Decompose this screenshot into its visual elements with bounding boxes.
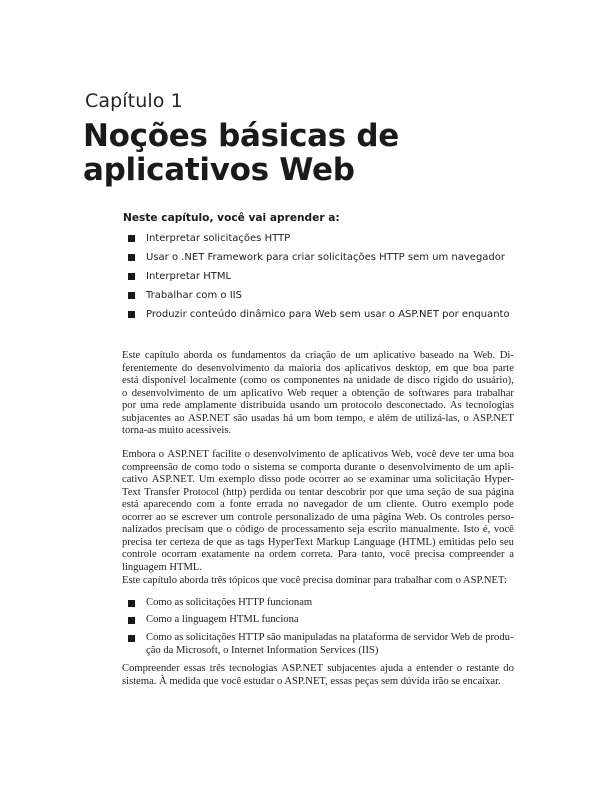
text-line: por uma rede amplamente distribuída usando um protocolo desconectado. As tecnologias [122, 400, 514, 412]
text-line: nalizados precisam que o código de processamento seja escrito manualmente. Isto é, você [122, 524, 514, 536]
list-item [128, 597, 312, 610]
topics-list-item [128, 597, 312, 610]
square-bullet-icon [128, 617, 135, 624]
list-item-text: Interpretar solicitações HTTP [146, 233, 291, 244]
list-item-continuation [128, 645, 513, 658]
list-item-text: Como as solicitações HTTP funcionam [146, 597, 313, 608]
list-item [128, 614, 299, 627]
text-line: compreensão de como todo o sistema se comporta durante o desenvolvimento de um apli- [122, 461, 514, 473]
text-line: está disponível localmente (como os componentes na unidade de disco rígido do usuário), [122, 375, 514, 387]
list-item-text: Usar o .NET Framework para criar solicitações HTTP sem um navegador [146, 252, 506, 263]
list-item-text: Trabalhar com o IIS [146, 290, 242, 301]
list-item [128, 632, 513, 645]
list-item-text: Interpretar HTML [146, 271, 232, 282]
list-item [128, 232, 510, 251]
text-line: ocorrer ao se escrever um controle personalizado de uma página Web. Os controles perso- [122, 511, 514, 523]
text-line: Este capítulo aborda três tópicos que você precisa dominar para trabalhar com o ASP.NET: [122, 575, 507, 586]
square-bullet-icon [128, 635, 135, 642]
paragraph-topics-intro [122, 575, 514, 588]
text-line: Compreender essas três tecnologias ASP.NET subjacentes ajuda a entender o restante do [122, 663, 514, 674]
paragraph-closing [122, 663, 514, 688]
topics-list-item [128, 632, 513, 657]
text-line: subjacentes ao ASP.NET são usadas há um bom tempo, e além de utilizá-las, o ASP.NET [122, 412, 514, 424]
chapter-label: Capítulo 1 [85, 90, 183, 112]
chapter-title [83, 119, 563, 187]
learn-list [128, 232, 510, 327]
square-bullet-icon [128, 311, 135, 318]
paragraph-intro [122, 350, 514, 438]
text-line: torna-as muito acessíveis. [122, 425, 232, 437]
list-item-text: Como as solicitações HTTP são manipuladas na plataforma de servidor Web de produ- [146, 632, 514, 643]
list-item [128, 308, 510, 327]
square-bullet-icon [128, 273, 135, 280]
text-line: linguagem HTML. [122, 561, 203, 573]
paragraph-aspnet [122, 449, 514, 574]
list-item [128, 289, 510, 308]
text-line: sistema. À medida que você estudar o ASP.NET, essas peças sem dúvida irão se encaixar. [122, 675, 501, 687]
list-item [128, 270, 510, 289]
text-line: está aparecendo com a fonte errada no navegador de um cliente. Outro exemplo pode [122, 499, 514, 511]
text-line: ferentemente do desenvolvimento da maioria dos aplicativos desktop, em que boa parte [122, 362, 514, 374]
text-line: o desenvolvimento de um aplicativo Web requer a obtenção de softwares para trabalhar [122, 387, 514, 399]
topics-list-item [128, 614, 299, 627]
square-bullet-icon [128, 292, 135, 299]
text-line: cativo ASP.NET. Um exemplo disso pode ocorrer ao se examinar uma solicitação Hyper- [122, 474, 514, 486]
text-line: Embora o ASP.NET facilite o desenvolvimento de aplicativos Web, você deve ter uma boa [122, 449, 514, 460]
learn-heading: Neste capítulo, você vai aprender a: [123, 212, 340, 224]
text-line: Text Transfer Protocol (http) perdida ou tentar descobrir por que uma seção de sua página [122, 486, 514, 498]
list-item-text: ção da Microsoft, o Internet Information Services (IIS) [146, 644, 379, 656]
text-line: controle ocorram exatamente na ordem correta. Para tanto, você precisa compreender a [122, 549, 514, 561]
square-bullet-icon [128, 600, 135, 607]
square-bullet-icon [128, 254, 135, 261]
chapter-title-line: Noções básicas de [83, 118, 400, 154]
text-line: precisa ter certeza de que as tags HyperText Markup Language (HTML) emitidas pelo seu [122, 536, 514, 548]
list-item-text: Produzir conteúdo dinâmico para Web sem usar o ASP.NET por enquanto [146, 309, 510, 320]
list-item [128, 251, 510, 270]
text-line: Este capítulo aborda os fundamentos da criação de um aplicativo baseado na Web. Di- [122, 350, 514, 361]
chapter-title-line: aplicativos Web [83, 152, 355, 188]
square-bullet-icon [128, 235, 135, 242]
list-item-text: Como a linguagem HTML funciona [146, 614, 299, 625]
